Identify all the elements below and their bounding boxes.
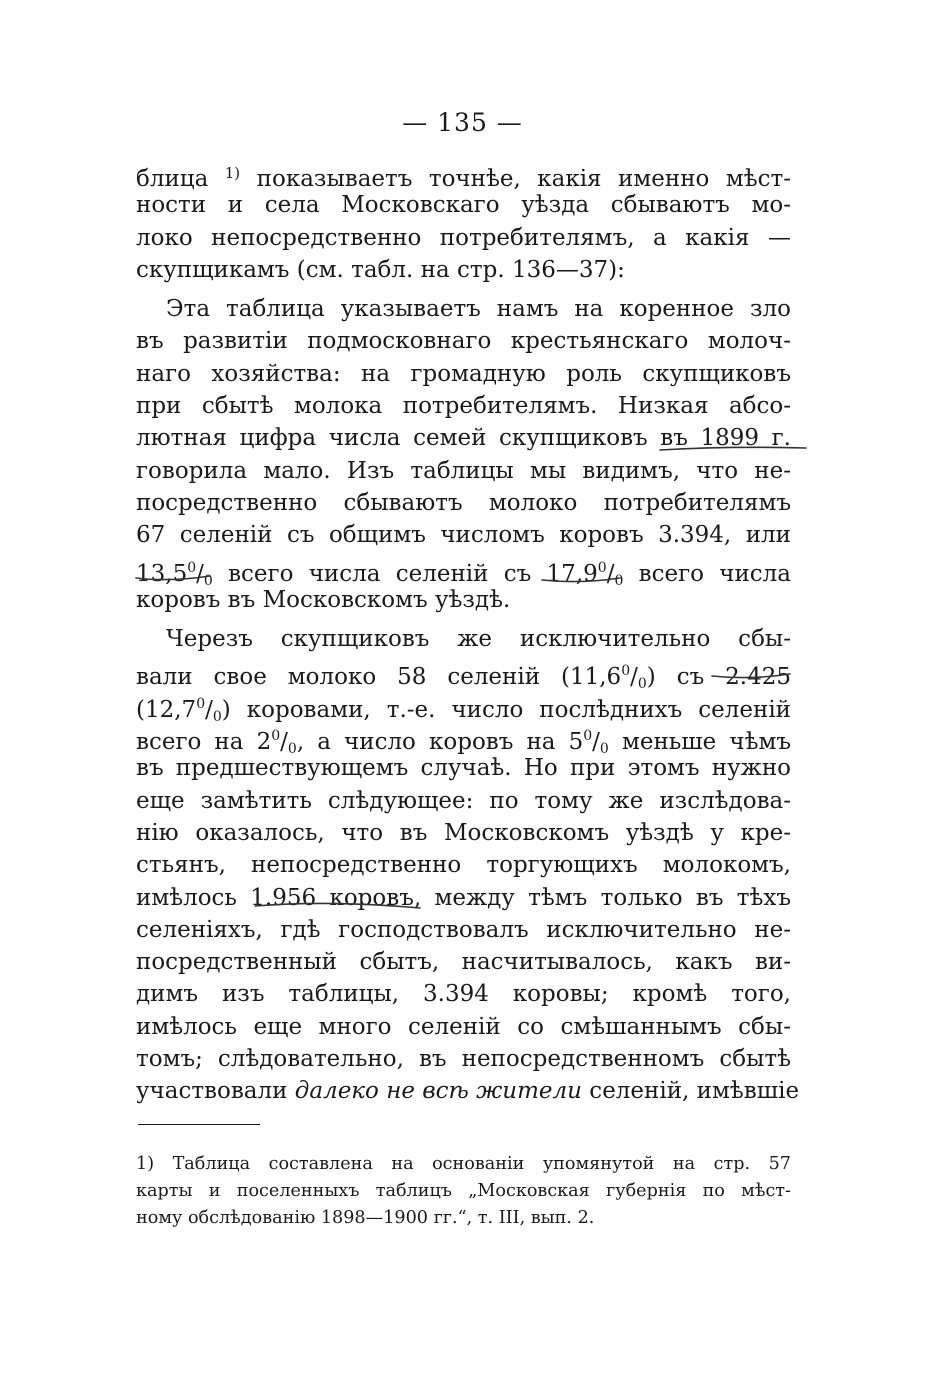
text-line: вали свое молоко 58 селеній (11,6$^0$/0) съ 2.425 [136, 663, 791, 693]
text-line: при сбытѣ молока потребителямъ. Низкая абсо- [136, 393, 791, 420]
text-line: всего на $2^0/0$, а число коровъ на $5^0/0$ меньше чѣмъ [136, 728, 791, 758]
text-line: селеніяхъ, гдѣ господствовалъ исключительно не- [136, 916, 791, 943]
text-line: коровъ въ Московскомъ уѣздѣ. [136, 586, 511, 613]
emphasis: далеко не всѣ жители [294, 1078, 582, 1105]
text-line: (12,7$^0$/0) коровами, т.-е. число послѣднихъ селеній [136, 695, 791, 725]
text-line: блица $^{1)}$ показываетъ точнѣе, какія именно мѣст- [136, 164, 791, 192]
text-line: Эта таблица указываетъ намъ на коренное зло [166, 296, 791, 323]
text-line: лютная цифра числа семей скупщиковъ въ 1899 г. [136, 425, 791, 452]
body-text [136, 157, 800, 1108]
text-line: имѣлось 1.956 коровъ, между тѣмъ только въ тѣхъ [136, 884, 791, 911]
text-line: стьянъ, непосредственно торгующихъ молокомъ, [136, 852, 791, 879]
footnote-divider [138, 1124, 260, 1125]
text-line: имѣлось еще много селеній со смѣшаннымъ сбы- [136, 1013, 791, 1040]
footnote-line: ному обслѣдованію 1898—1900 гг.“, т. III, вып. 2. [136, 1208, 595, 1228]
text-line: 67 селеній съ общимъ числомъ коровъ 3.394, или [136, 522, 791, 549]
text-line: участвовали далеко не всѣ жители селеній, имѣвшіе [136, 1078, 800, 1105]
text-line: локо непосредственно потребителямъ, а какія — [136, 224, 791, 251]
text-line: димъ изъ таблицы, 3.394 коровы; кромѣ того, [136, 981, 791, 1008]
text-line: томъ; слѣдовательно, въ непосредственномъ сбытѣ [136, 1046, 791, 1073]
text-line: 13,5$^0$/0 всего числа селеній съ 17,9$^0$/0 всего числа [136, 559, 792, 589]
text-line: посредственно сбываютъ молоко потребителямъ [136, 489, 791, 516]
text-line: говорила мало. Изъ таблицы мы видимъ, что не- [136, 457, 791, 484]
footnote-line: 1) Таблица составлена на основаніи упомянутой на стр. 57 [136, 1154, 791, 1174]
text-line: въ развитіи подмосковнаго крестьянскаго молоч- [136, 328, 791, 355]
text-line: ности и села Московскаго уѣзда сбываютъ мо- [136, 192, 791, 219]
text-line: нію оказалось, что въ Московскомъ уѣздѣ у кре- [136, 819, 791, 846]
footnote-ref: 1) [224, 164, 241, 182]
text-line: въ предшествующемъ случаѣ. Но при этомъ нужно [136, 755, 791, 782]
footnote [136, 1151, 791, 1232]
text-line: скупщикамъ (см. табл. на стр. 136—37): [136, 256, 625, 283]
page-number: — 135 — [402, 108, 523, 137]
text-line: еще замѣтить слѣдующее: по тому же изслѣдова- [136, 787, 791, 814]
text-line: наго хозяйства: на громадную роль скупщиковъ [136, 360, 791, 387]
footnote-line: карты и поселенныхъ таблицъ „Московская губернія по мѣст- [136, 1181, 791, 1201]
text-line: посредственный сбытъ, насчитывалось, какъ ви- [136, 949, 791, 976]
text-line: Черезъ скупщиковъ же исключительно сбы- [166, 626, 791, 653]
